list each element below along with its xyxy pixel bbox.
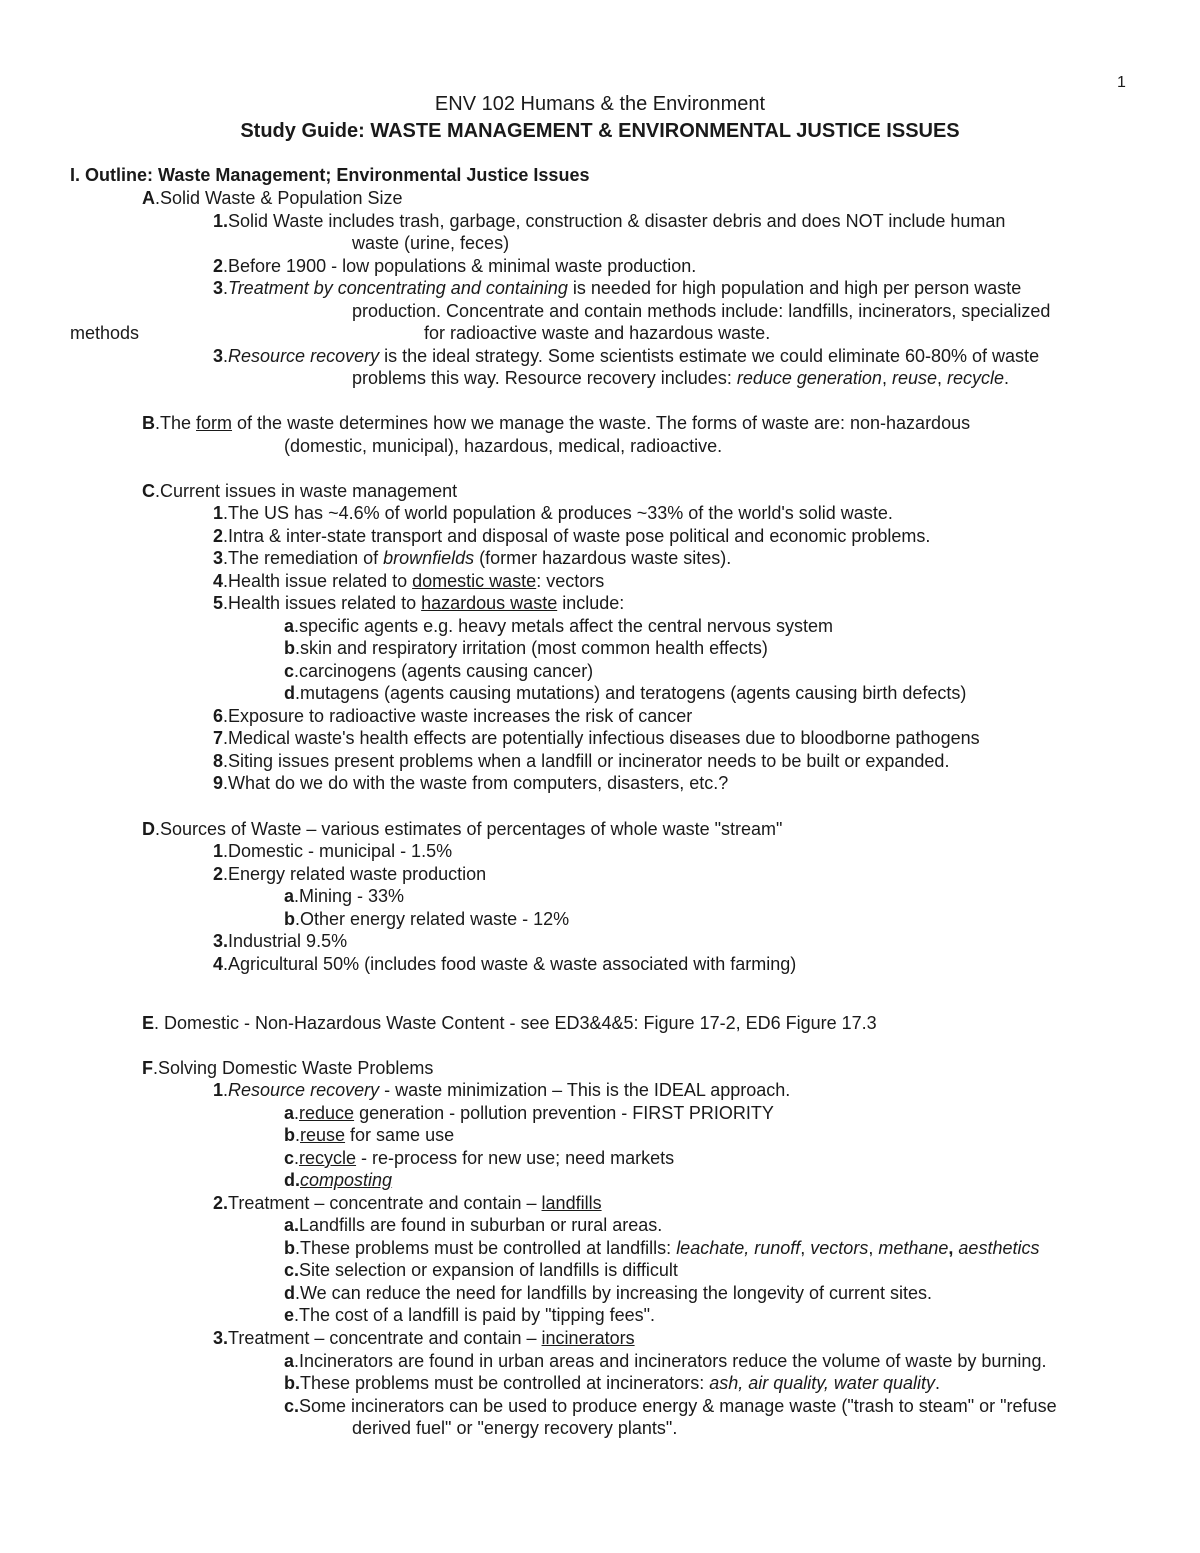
section-c-item-3: 3.The remediation of brownfields (former hazardous waste sites). [213,548,732,568]
section-c-item-1: 1.The US has ~4.6% of world population & produces ~33% of the world's solid waste. [213,503,893,523]
section-f-item-1-sub-b: b.reuse for same use [284,1125,455,1145]
section-a-item-3-cont-left: methods [70,323,140,343]
section-e-heading: E. Domestic - Non-Hazardous Waste Content - see ED3&4&5: Figure 17-2, ED6 Figure 17.3 [142,1013,877,1033]
section-f-item-1-sub-a: a.reduce generation - pollution prevention - FIRST PRIORITY [284,1103,774,1123]
section-a-item-4-cont: problems this way. Resource recovery includes: reduce generation, reuse, recycle. [352,368,1010,388]
section-f-item-2: 2.Treatment – concentrate and contain – landfills [213,1193,602,1213]
section-c-item-6: 6.Exposure to radioactive waste increases the risk of cancer [213,706,693,726]
section-a-item-3-cont: production. Concentrate and contain methods include: landfills, incinerators, specialized [352,301,1051,321]
section-a-heading: A.Solid Waste & Population Size [142,188,403,208]
section-d-subitem-a: a.Mining - 33% [284,886,405,906]
section-b-cont: (domestic, municipal), hazardous, medical, radioactive. [284,436,723,456]
section-d-heading: D.Sources of Waste – various estimates of percentages of whole waste "stream" [142,819,783,839]
section-f-item-1: 1.Resource recovery - waste minimization – This is the IDEAL approach. [213,1080,791,1100]
section-f-item-2-sub-b: b.These problems must be controlled at landfills: leachate, runoff, vectors, methane, aesthetics [284,1238,1040,1258]
section-c-item-9: 9.What do we do with the waste from computers, disasters, etc.? [213,773,729,793]
section-f-heading: F.Solving Domestic Waste Problems [142,1058,434,1078]
section-c-item-5: 5.Health issues related to hazardous waste include: [213,593,625,613]
section-d-item-1: 1.Domestic - municipal - 1.5% [213,841,453,861]
section-f-item-3-sub-c: c.Some incinerators can be used to produce energy & manage waste ("trash to steam" or "refuse [284,1396,1057,1416]
section-d-item-2: 2.Energy related waste production [213,864,487,884]
outline-heading: I. Outline: Waste Management; Environmental Justice Issues [70,165,590,185]
section-a-item-3: 3.Treatment by concentrating and containing is needed for high population and high per person waste [213,278,1022,298]
section-b-heading: B.The form of the waste determines how we manage the waste. The forms of waste are: non-hazardous [142,413,971,433]
page-number: 1 [1117,74,1126,91]
section-a-item-1: 1.Solid Waste includes trash, garbage, construction & disaster debris and does NOT include human [213,211,1006,231]
section-d-subitem-b: b.Other energy related waste - 12% [284,909,570,929]
section-f-item-1-sub-d: d.composting [284,1170,393,1190]
section-d-item-4: 4.Agricultural 50% (includes food waste & waste associated with farming) [213,954,797,974]
course-title: ENV 102 Humans & the Environment [434,93,766,115]
section-f-item-2-sub-a: a.Landfills are found in suburban or rural areas. [284,1215,663,1235]
section-f-item-3-sub-b: b.These problems must be controlled at incinerators: ash, air quality, water quality. [284,1373,940,1393]
section-f-item-2-sub-d: d.We can reduce the need for landfills by increasing the longevity of current sites. [284,1283,933,1303]
section-f-item-3-sub-c-cont: derived fuel" or "energy recovery plants". [352,1418,678,1438]
section-f-item-1-sub-c: c.recycle - re-process for new use; need markets [284,1148,675,1168]
section-a-item-1-cont: waste (urine, feces) [352,233,510,253]
guide-title: Study Guide: WASTE MANAGEMENT & ENVIRONMENTAL JUSTICE ISSUES [240,120,960,142]
section-a-item-4: 3.Resource recovery is the ideal strategy. Some scientists estimate we could eliminate 60-80% of waste [213,346,1040,366]
section-c-subitem-b: b.skin and respiratory irritation (most common health effects) [284,638,768,658]
section-c-item-2: 2.Intra & inter-state transport and disposal of waste pose political and economic problems. [213,526,931,546]
section-f-item-3-sub-a: a.Incinerators are found in urban areas and incinerators reduce the volume of waste by burning. [284,1351,1047,1371]
section-c-item-8: 8.Siting issues present problems when a landfill or incinerator needs to be built or expanded. [213,751,950,771]
section-f-item-2-sub-c: c.Site selection or expansion of landfills is difficult [284,1260,678,1280]
section-c-subitem-d: d.mutagens (agents causing mutations) and teratogens (agents causing birth defects) [284,683,967,703]
section-a-item-3-cont-right: for radioactive waste and hazardous waste. [424,323,771,343]
section-d-item-3: 3.Industrial 9.5% [213,931,348,951]
section-c-subitem-c: c.carcinogens (agents causing cancer) [284,661,594,681]
section-c-subitem-a: a.specific agents e.g. heavy metals affect the central nervous system [284,616,833,636]
section-c-heading: C.Current issues in waste management [142,481,458,501]
section-c-item-4: 4.Health issue related to domestic waste: vectors [213,571,605,591]
section-c-item-7: 7.Medical waste's health effects are potentially infectious diseases due to bloodborne pathogens [213,728,980,748]
section-f-item-2-sub-e: e.The cost of a landfill is paid by "tipping fees". [284,1305,655,1325]
section-f-item-3: 3.Treatment – concentrate and contain – incinerators [213,1328,635,1348]
section-a-item-2: 2.Before 1900 - low populations & minimal waste production. [213,256,697,276]
